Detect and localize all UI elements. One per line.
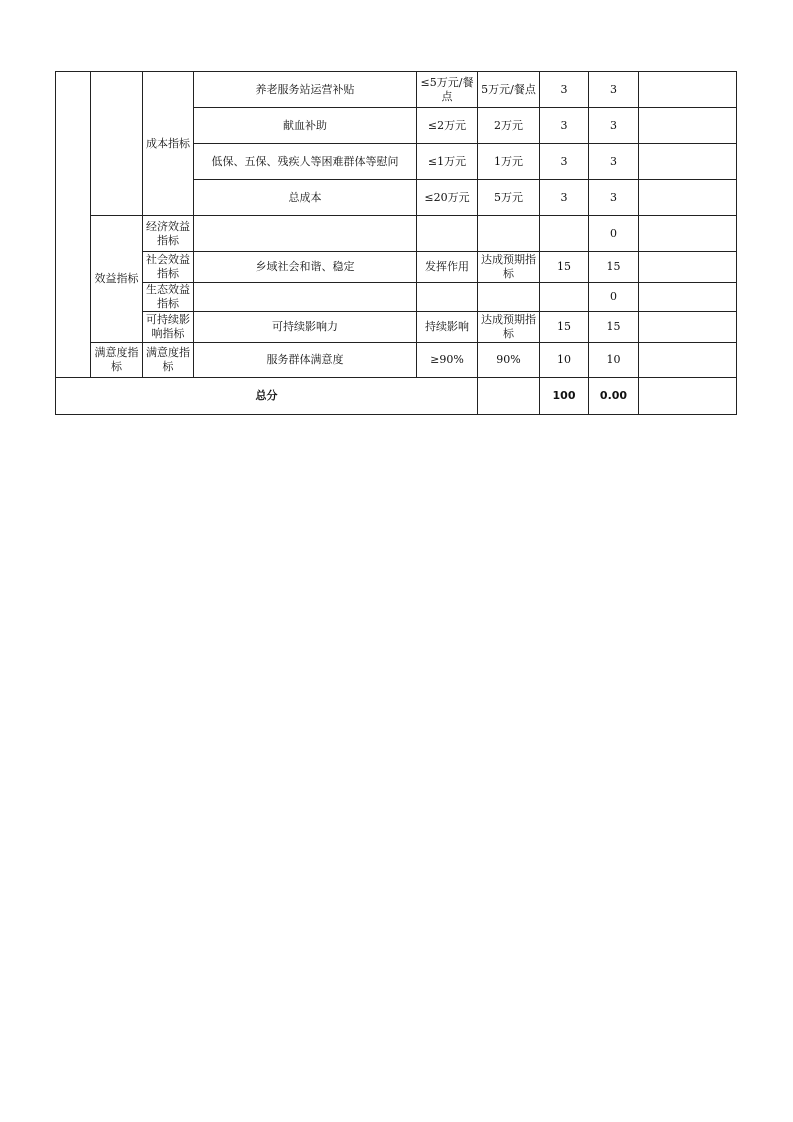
actual-value: 5万元 [478,180,540,216]
score-value: 3 [589,144,639,180]
note-cell [639,252,737,283]
score-value: 10 [589,343,639,378]
sub-category-label: 社会效益指标 [143,252,194,283]
indicator-name: 低保、五保、残疾人等困难群体等慰问 [194,144,417,180]
weight-value: 3 [540,72,589,108]
indicator-name: 可持续影响力 [194,312,417,343]
score-value: 15 [589,252,639,283]
weight-value [540,216,589,252]
weight-value: 3 [540,180,589,216]
cost-category-label: 成本指标 [143,72,194,216]
table-row [56,343,737,378]
second-level-cell [91,72,143,216]
target-value: ≤1万元 [417,144,478,180]
table-row [56,252,737,283]
benefit-category-label: 效益指标 [91,216,143,343]
indicator-name: 献血补助 [194,108,417,144]
first-level-cell [56,72,91,378]
weight-value: 10 [540,343,589,378]
actual-value: 2万元 [478,108,540,144]
table-row [56,312,737,343]
score-value: 3 [589,180,639,216]
target-value: ≤2万元 [417,108,478,144]
target-value: 发挥作用 [417,252,478,283]
total-score: 0.00 [589,378,639,415]
indicator-name: 服务群体满意度 [194,343,417,378]
table-row [56,283,737,312]
score-value: 0 [589,216,639,252]
total-label: 总分 [56,378,478,415]
note-cell [639,108,737,144]
score-value: 15 [589,312,639,343]
total-weight: 100 [540,378,589,415]
note-cell [639,216,737,252]
indicator-name [194,216,417,252]
note-cell [639,343,737,378]
actual-value: 达成预期指标 [478,252,540,283]
actual-value [478,283,540,312]
satisfaction-category-label: 满意度指标 [91,343,143,378]
weight-value: 15 [540,312,589,343]
table-row [56,216,737,252]
score-value: 3 [589,108,639,144]
total-note [639,378,737,415]
total-actual [478,378,540,415]
score-value: 0 [589,283,639,312]
note-cell [639,144,737,180]
sub-category-label: 生态效益指标 [143,283,194,312]
actual-value: 90% [478,343,540,378]
note-cell [639,180,737,216]
indicator-name: 养老服务站运营补贴 [194,72,417,108]
target-value: ≤5万元/餐点 [417,72,478,108]
actual-value: 达成预期指标 [478,312,540,343]
total-row [56,378,737,415]
sub-category-label: 满意度指标 [143,343,194,378]
weight-value: 15 [540,252,589,283]
sub-category-label: 可持续影响指标 [143,312,194,343]
weight-value [540,283,589,312]
note-cell [639,312,737,343]
note-cell [639,283,737,312]
actual-value [478,216,540,252]
target-value [417,216,478,252]
sub-category-label: 经济效益指标 [143,216,194,252]
weight-value: 3 [540,108,589,144]
indicator-name: 乡域社会和谐、稳定 [194,252,417,283]
note-cell [639,72,737,108]
weight-value: 3 [540,144,589,180]
target-value: ≤20万元 [417,180,478,216]
target-value: 持续影响 [417,312,478,343]
indicator-name: 总成本 [194,180,417,216]
score-value: 3 [589,72,639,108]
indicator-name [194,283,417,312]
actual-value: 1万元 [478,144,540,180]
table-row [56,72,737,108]
target-value [417,283,478,312]
actual-value: 5万元/餐点 [478,72,540,108]
target-value: ≥90% [417,343,478,378]
performance-table [55,71,737,415]
